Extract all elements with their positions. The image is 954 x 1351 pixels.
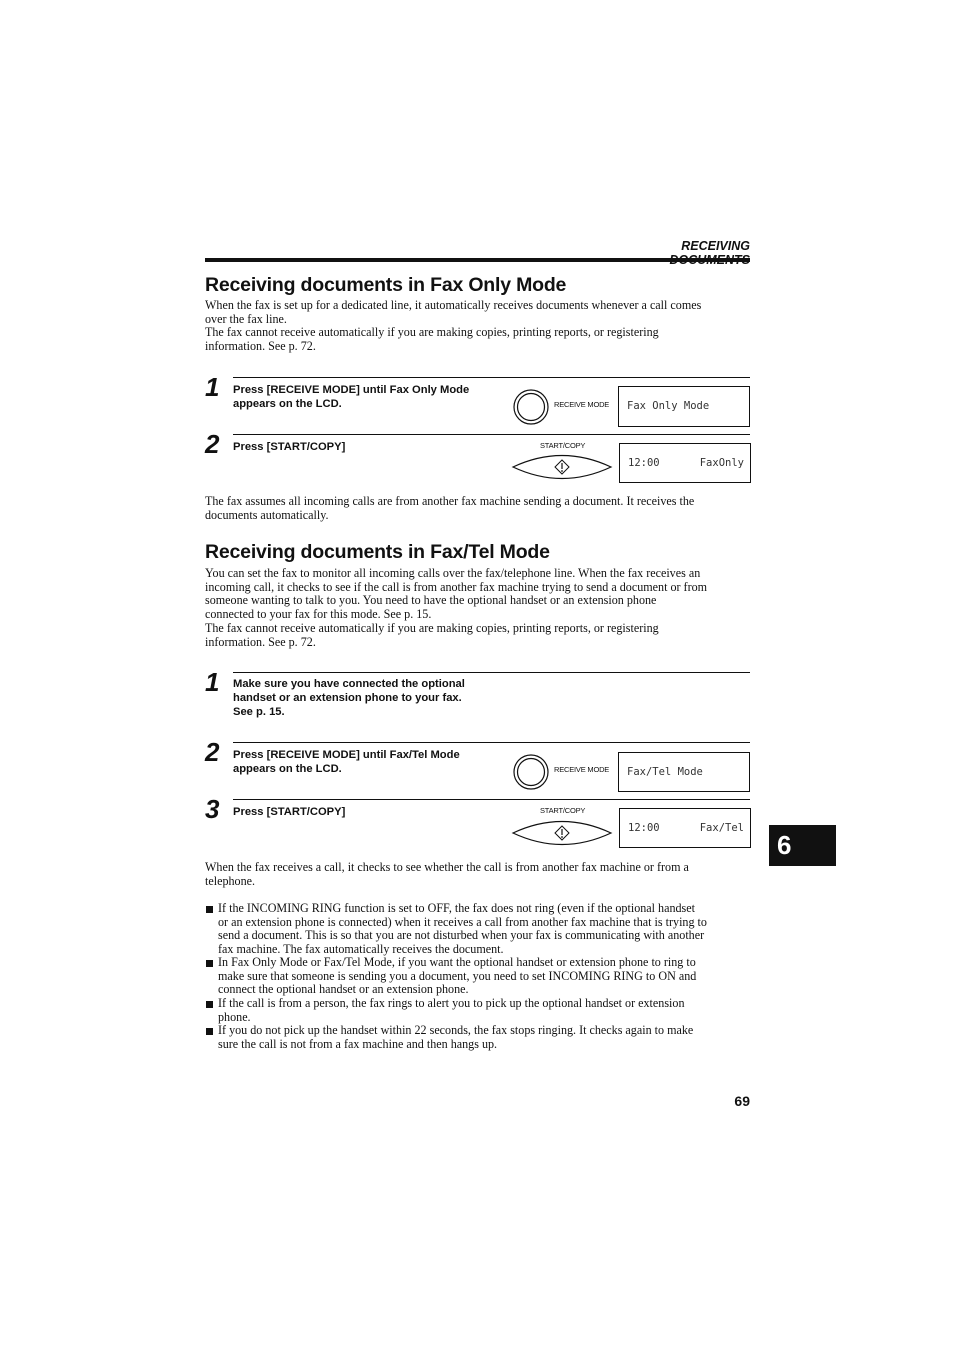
start-copy-button-icon[interactable] bbox=[511, 818, 613, 848]
receive-mode-button-icon[interactable] bbox=[512, 388, 550, 426]
text-line: connected to your fax for this mode. See p. 15. bbox=[205, 607, 432, 622]
text-line: Press [START/COPY] bbox=[233, 441, 346, 453]
step-rule bbox=[233, 672, 750, 673]
text-line: Make sure you have connected the optional bbox=[233, 678, 465, 690]
bullet-item bbox=[218, 1024, 751, 1051]
lcd-mode: FaxOnly bbox=[699, 457, 744, 469]
section-title-fax-only: Receiving documents in Fax Only Mode bbox=[205, 274, 567, 296]
text-line: appears on the LCD. bbox=[233, 763, 342, 775]
text-line: phone. bbox=[218, 1009, 251, 1024]
text-line: sure the call is not from a fax machine and then hangs up. bbox=[218, 1036, 498, 1051]
text-line: If you do not pick up the handset within 22 seconds, the fax stops ringing. It checks again to make bbox=[218, 1023, 694, 1037]
step-number: 1 bbox=[205, 372, 220, 402]
step-rule bbox=[233, 377, 750, 378]
start-copy-label: START/COPY bbox=[540, 806, 586, 815]
start-copy-label: START/COPY bbox=[540, 441, 586, 450]
start-copy-button-icon[interactable] bbox=[511, 452, 613, 482]
step-number: 2 bbox=[205, 737, 220, 767]
bullet-item bbox=[218, 956, 751, 997]
text-line: If the INCOMING RING function is set to OFF, the fax does not ring (even if the optional handset bbox=[218, 901, 695, 915]
text-line: The fax cannot receive automatically if you are making copies, printing reports, or registering bbox=[205, 325, 659, 340]
section2-intro bbox=[205, 567, 750, 649]
step-instruction bbox=[233, 677, 513, 719]
text-line: incoming call, it checks to see if the call is from another fax machine trying to send a document or from bbox=[205, 579, 708, 594]
text-line: fax machine. The fax automatically receives the document. bbox=[218, 942, 504, 957]
lcd-time: 12:00 bbox=[628, 457, 660, 469]
text-line: The fax cannot receive automatically if you are making copies, printing reports, or registering bbox=[205, 620, 659, 635]
lcd-display bbox=[619, 808, 751, 848]
text-line: documents automatically. bbox=[205, 507, 329, 522]
text-line: or an extension phone is connected) when it receives a call from another fax machine that is trying to bbox=[218, 914, 707, 929]
text-line: send a document. This is so that you are not disturbed when your fax is communicating with another bbox=[218, 928, 705, 943]
text-line: make sure that someone is sending you a document, you need to set INCOMING RING to ON and bbox=[218, 968, 697, 983]
bullet-item bbox=[218, 997, 751, 1024]
lcd-text: Fax/Tel Mode bbox=[627, 766, 703, 778]
lcd-text: Fax Only Mode bbox=[627, 400, 710, 412]
running-header: RECEIVING bbox=[681, 239, 750, 253]
text-line: If the call is from a person, the fax rings to alert you to pick up the optional handset or extension bbox=[218, 996, 685, 1010]
text-line: The fax assumes all incoming calls are from another fax machine sending a document. It receives the bbox=[205, 494, 695, 508]
receive-mode-label: RECEIVE MODE bbox=[554, 765, 610, 774]
bullet-icon bbox=[206, 906, 213, 913]
step-instruction bbox=[233, 805, 513, 819]
text-line: handset or an extension phone to your fax. bbox=[233, 692, 462, 704]
chapter-tab: 6 bbox=[769, 825, 836, 866]
text-line: See p. 15. bbox=[233, 706, 285, 718]
text-line: someone wanting to talk to you. You need to have the optional handset or an extension phone bbox=[205, 593, 657, 608]
step-number: 1 bbox=[205, 667, 220, 697]
step-instruction bbox=[233, 440, 513, 454]
step-instruction bbox=[233, 748, 513, 776]
text-line: over the fax line. bbox=[205, 311, 287, 326]
receive-mode-label: RECEIVE MODE bbox=[554, 400, 610, 409]
section2-outro bbox=[205, 861, 750, 888]
step-rule bbox=[233, 742, 750, 743]
text-line: Press [RECEIVE MODE] until Fax Only Mode bbox=[233, 384, 470, 396]
lcd-display bbox=[618, 386, 750, 427]
page-number: 69 bbox=[734, 1093, 750, 1109]
text-line: appears on the LCD. bbox=[233, 398, 342, 410]
text-line: telephone. bbox=[205, 873, 256, 888]
lcd-time: 12:00 bbox=[628, 822, 660, 834]
section1-intro bbox=[205, 299, 750, 354]
text-line: In Fax Only Mode or Fax/Tel Mode, if you want the optional handset or extension phone to ring to bbox=[218, 955, 696, 969]
text-line: connect the optional handset or an extension phone. bbox=[218, 982, 469, 997]
step-instruction bbox=[233, 383, 513, 411]
bullet-icon bbox=[206, 1001, 213, 1008]
step-rule bbox=[233, 799, 750, 800]
bullet-icon bbox=[206, 1028, 213, 1035]
section-title-fax-tel: Receiving documents in Fax/Tel Mode bbox=[205, 541, 550, 563]
text-line: information. See p. 72. bbox=[205, 634, 316, 649]
step-number: 3 bbox=[205, 794, 220, 824]
bullet-item bbox=[218, 902, 751, 957]
text-line: information. See p. 72. bbox=[205, 339, 316, 354]
text-line: When the fax is set up for a dedicated line, it automatically receives documents whenever a call comes bbox=[205, 298, 702, 312]
step-rule bbox=[233, 434, 750, 435]
header-rule bbox=[205, 258, 750, 262]
lcd-display bbox=[619, 443, 751, 483]
bullet-icon bbox=[206, 960, 213, 967]
lcd-display bbox=[618, 752, 750, 792]
receive-mode-button-icon[interactable] bbox=[512, 753, 550, 791]
text-line: When the fax receives a call, it checks to see whether the call is from another fax machine or from a bbox=[205, 860, 689, 874]
lcd-mode: Fax/Tel bbox=[699, 822, 744, 834]
section1-outro bbox=[205, 495, 750, 522]
step-number: 2 bbox=[205, 429, 220, 459]
text-line: Press [START/COPY] bbox=[233, 806, 346, 818]
text-line: You can set the fax to monitor all incoming calls over the fax/telephone line. When the fax receives an bbox=[205, 566, 701, 580]
text-line: Press [RECEIVE MODE] until Fax/Tel Mode bbox=[233, 749, 460, 761]
